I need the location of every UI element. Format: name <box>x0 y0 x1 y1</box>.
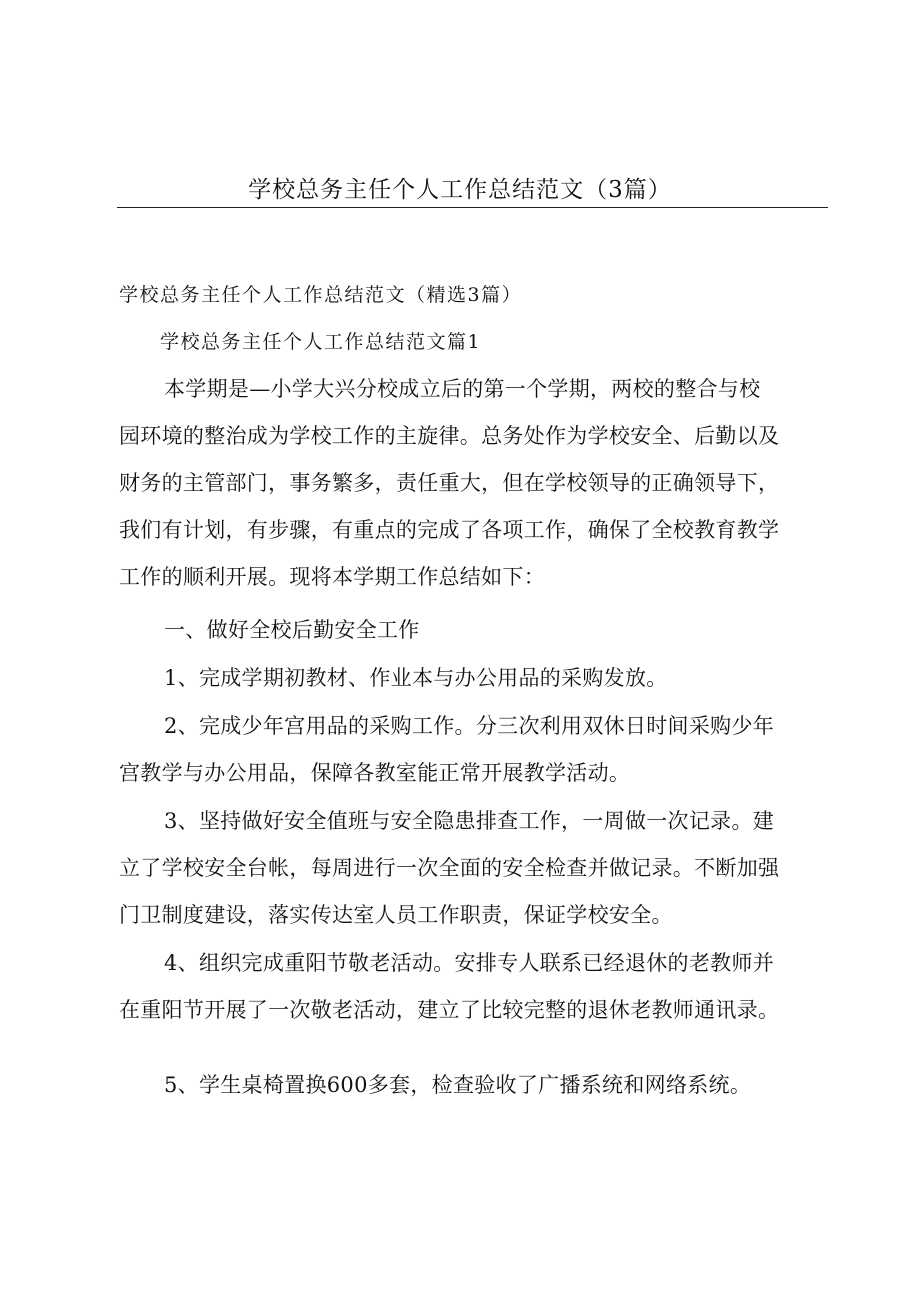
paragraph-line: 4、组织完成重阳节敬老活动。安排专人联系已经退休的老教师并 <box>164 951 775 975</box>
paragraph-line: 2、完成少年宫用品的采购工作。分三次利用双休日时间采购少年 <box>164 714 775 738</box>
document-title: 学校总务主任个人工作总结范文（3篇） <box>248 177 672 203</box>
paragraph-line: 3、坚持做好安全值班与安全隐患排查工作，一周做一次记录。建 <box>164 809 775 833</box>
part-heading: 一、做好全校后勤安全工作 <box>164 618 420 642</box>
paragraph-line: 我们有计划，有步骤，有重点的完成了各项工作，确保了全校教育教学 <box>119 518 780 542</box>
paragraph-line: 立了学校安全台帐，每周进行一次全面的安全检查并做记录。不断加强 <box>119 856 780 880</box>
paragraph-line: 工作的顺利开展。现将本学期工作总结如下： <box>119 565 545 589</box>
paragraph-line: 宫教学与办公用品，保障各教室能正常开展教学活动。 <box>119 761 631 785</box>
paragraph-line: 5、学生桌椅置换600多套，检查验收了广播系统和网络系统。 <box>164 1073 752 1097</box>
paragraph-line: 园环境的整治成为学校工作的主旋律。总务处作为学校安全、后勤以及 <box>119 424 780 448</box>
section-heading: 学校总务主任个人工作总结范文篇1 <box>160 331 482 353</box>
paragraph-line: 本学期是—小学大兴分校成立后的第一个学期，两校的整合与校 <box>164 377 761 401</box>
title-underline <box>117 207 828 208</box>
paragraph-line: 门卫制度建设，落实传达室人员工作职责，保证学校安全。 <box>119 903 673 927</box>
paragraph-line: 财务的主管部门，事务繁多，责任重大，但在学校领导的正确领导下， <box>119 471 780 495</box>
paragraph-line: 在重阳节开展了一次敬老活动，建立了比较完整的退休老教师通讯录。 <box>119 998 780 1022</box>
document-subtitle: 学校总务主任个人工作总结范文（精选3篇） <box>119 284 523 306</box>
paragraph-line: 1、完成学期初教材、作业本与办公用品的采购发放。 <box>164 666 668 690</box>
